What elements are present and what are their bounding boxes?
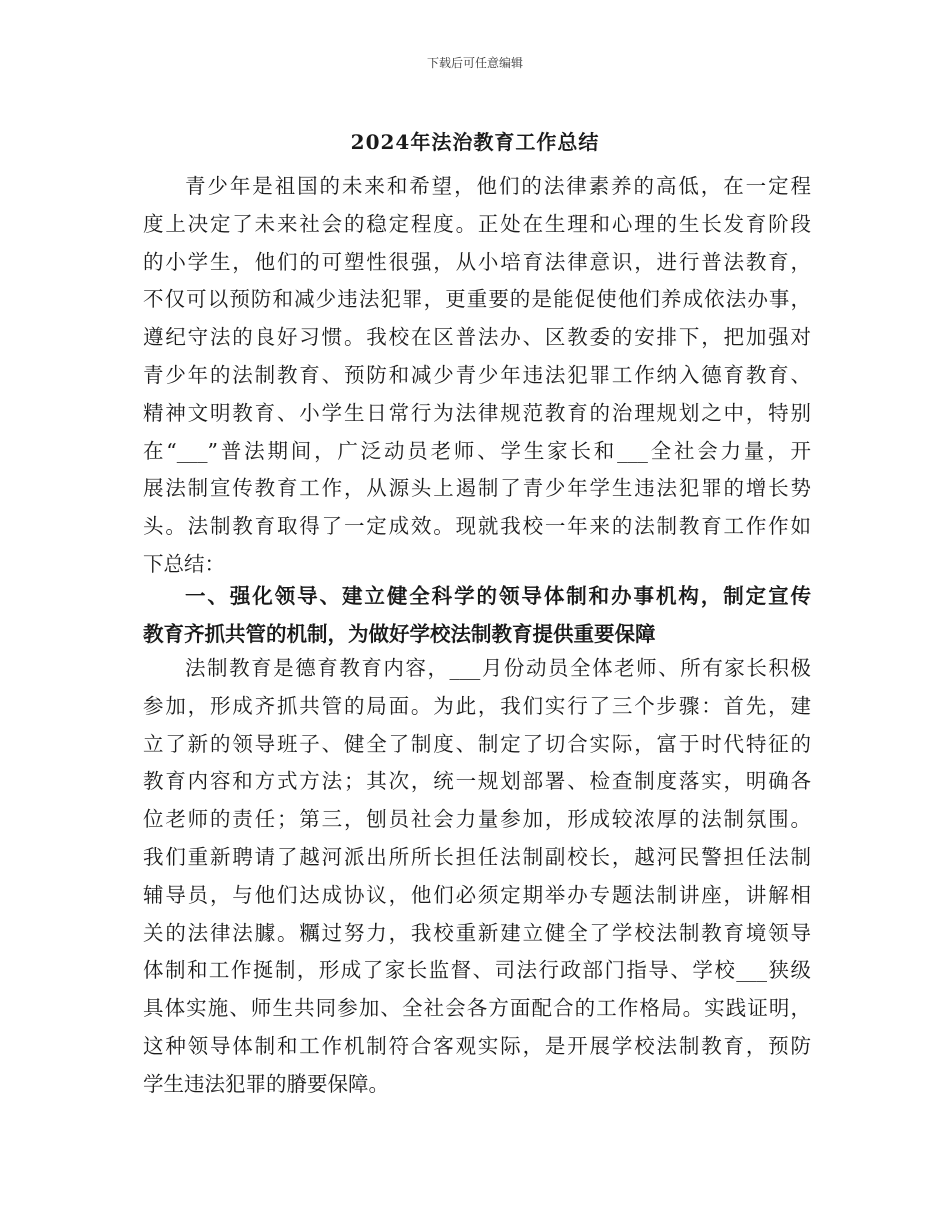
paragraph-line: 教育内容和方式方法；其次，统一规划部署、检查制度落实，明确各 — [143, 769, 811, 794]
paragraph-section-1 — [143, 650, 811, 1104]
paragraph-intro — [143, 168, 811, 584]
paragraph-line: 的小学生，他们的可塑性很强，从小培育法律意识，进行普法教育， — [143, 249, 811, 274]
paragraph-line: 具体实施、师生共同参加、全社会各方面配合的工作格局。实践证明， — [143, 996, 811, 1021]
paragraph-line: 体制和工作挻制，形成了家长监督、司法行政部门指导、学校___狭级 — [143, 958, 811, 983]
document-title: 2024年法治教育工作总结 — [350, 130, 600, 154]
paragraph-line: 我们重新聘请了越河派出所所长担任法制副校长，越河民警担任法制 — [143, 844, 811, 869]
paragraph-line: 这种领导体制和工作机制符合客观实际，是开展学校法制教育，预防 — [143, 1033, 811, 1058]
paragraph-line: 立了新的领导班子、健全了制度、制定了切合实际，富于时代特征的 — [143, 731, 811, 756]
paragraph-line: 精神文明教育、小学生日常行为法律规范教育的治理规划之中，特别 — [143, 400, 811, 425]
paragraph-line: 关的法律法臄。糲过努力，我校重新建立健全了学校法制教育境领导 — [143, 920, 811, 945]
heading-line: 教育齐抓共管的机制，为做好学校法制教育提供重要保障 — [143, 621, 656, 646]
paragraph-line: 下总结： — [143, 551, 225, 576]
paragraph-line: 辅导员，与他们达成协议，他们必须定期举办专题法制讲座，讲解相 — [143, 882, 811, 907]
paragraph-line: 遵纪守法的良好习惯。我校在区普法办、区教委的安排下，把加强对 — [143, 325, 811, 350]
paragraph-line: 不仅可以预防和减少违法犯罪，更重要的是能促使他们养成依法办事， — [143, 287, 811, 312]
paragraph-line: 学生违法犯罪的膌要保障。 — [143, 1071, 389, 1096]
paragraph-line: 在“___”普法期间，广泛动员老师、学生家长和___全社会力量，开 — [143, 438, 811, 463]
paragraph-line: 参加，形成齐抓共管的局面。为此，我们实行了三个步骤：首先，建 — [143, 693, 811, 718]
paragraph-line: 展法制宣传教育工作，从源头上遏制了青少年学生违法犯罪的增长势 — [143, 476, 811, 501]
section-heading-1 — [143, 578, 811, 654]
paragraph-line: 青少年的法制教育、预防和减少青少年违法犯罪工作纳入德育教育、 — [143, 362, 811, 387]
paragraph-line: 法制教育是德育教育内容，___月份动员全体老师、所有家长积极 — [185, 656, 811, 680]
paragraph-line: 位老师的责任；第三，刨员社会力量参加，形成较浓厚的法制氛围。 — [143, 807, 811, 832]
paragraph-line: 头。法制教育取得了一定成效。现就我校一年来的法制教育工作作如 — [143, 514, 811, 539]
paragraph-line: 度上决定了未来社会的稳定程度。正处在生理和心理的生长发育阶段 — [143, 211, 811, 236]
header-note: 下载后可任意编辑 — [426, 56, 523, 70]
paragraph-line: 青少年是祖国的未来和希望，他们的法律素养的高低，在一定程 — [185, 174, 811, 198]
heading-line: 一、强化领导、建立健全科学的领导体制和办事机构，制定宣传 — [185, 584, 811, 608]
